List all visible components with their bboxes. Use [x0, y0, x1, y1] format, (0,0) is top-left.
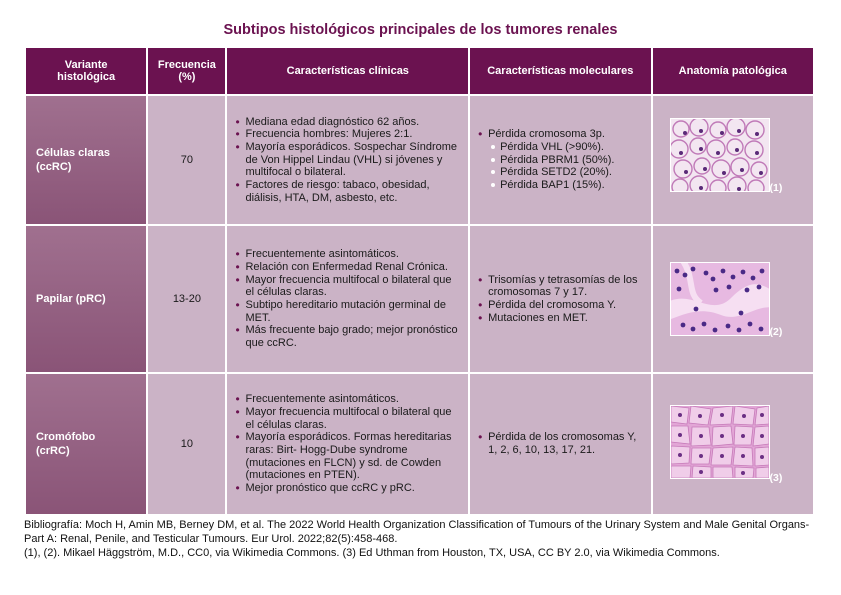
list-item: • Subtipo hereditario mutación germinal de MET. [245, 299, 462, 324]
list-item: • Mejor pronóstico que ccRC y pRC. [245, 482, 462, 495]
molecular-cell [470, 96, 650, 224]
tumor-subtypes-table [24, 46, 815, 516]
bibliography-citation: Bibliografía: Moch H, Amin MB, Berney DM, et al. The 2022 World Health Organization Classification of Tumours of the Urinary System and Male Genital Organs-Part A: Renal, Penile, and Testicular Tumours. Eur Urol. 2022;82(5):458-468. [24, 519, 810, 545]
molecular-cell [470, 374, 650, 514]
variant-cell [26, 374, 146, 514]
header-molecular: Características moleculares [470, 48, 650, 94]
clinical-cell [227, 374, 468, 514]
variant-cell [26, 96, 146, 224]
frequency-value: 70 [148, 96, 225, 224]
frequency-value: 10 [148, 374, 225, 514]
list-item: • Más frecuente bajo grado; mejor pronóstico que ccRC. [245, 324, 462, 349]
bibliography [24, 518, 824, 560]
pathology-cell [653, 226, 813, 372]
list-item: • Frecuencia hombres: Mujeres 2:1. [245, 128, 462, 141]
variant-abbrev: (ccRC) [36, 161, 72, 173]
list-item: • Mayoría esporádicos. Sospechar Síndrome de Von Hippel Lindau (VHL) si jóvenes y multifocal o bilateral. [245, 141, 462, 179]
list-item: • Frecuentemente asintomáticos. [245, 248, 462, 261]
list-item: • Pérdida del cromosoma Y. [488, 299, 644, 312]
list-item: • Mutaciones en MET. [488, 312, 644, 325]
variant-name: Cromófobo [36, 431, 96, 443]
chromophobe-histology-image [670, 405, 770, 479]
list-item: • Trisomías y tetrasomías de los cromosomas 7 y 17. [488, 274, 644, 299]
list-item: • Factores de riesgo: tabaco, obesidad, diálisis, HTA, DM, asbesto, etc. [245, 179, 462, 204]
list-item: • Mediana edad diagnóstico 62 años. [245, 116, 462, 129]
header-variant-line2: histológica [57, 71, 116, 83]
header-clinical: Características clínicas [227, 48, 468, 94]
image-reference: (3) [769, 472, 783, 484]
papillary-histology-image [670, 262, 770, 336]
table-row [26, 96, 813, 224]
variant-abbrev: (crRC) [36, 445, 70, 457]
header-frequency [148, 48, 225, 94]
molecular-cell [470, 226, 650, 372]
list-item-text: Pérdida cromosoma 3p. [488, 128, 605, 141]
sub-list-item: Pérdida PBRM1 (50%). [500, 154, 644, 167]
table-row [26, 226, 813, 372]
clinical-cell [227, 226, 468, 372]
header-variant [26, 48, 146, 94]
frequency-value: 13-20 [148, 226, 225, 372]
variant-name: Papilar (pRC) [36, 293, 106, 305]
header-frequency-line2: (%) [178, 71, 196, 83]
variant-name: Células claras [36, 147, 110, 159]
list-item: • Mayor frecuencia multifocal o bilateral que el células claras. [245, 274, 462, 299]
pathology-cell [653, 96, 813, 224]
header-frequency-line1: Frecuencia [157, 59, 216, 71]
sub-list-item: Pérdida SETD2 (20%). [500, 166, 644, 179]
list-item [488, 128, 644, 192]
list-item: • Mayoría esporádicos. Formas hereditarias raras: Birt- Hogg-Dube syndrome (mutaciones en FLCN) y sd. de Cowden (mutaciones en PTEN). [245, 431, 462, 482]
image-credits: (1), (2). Mikael Häggström, M.D., CC0, via Wikimedia Commons. (3) Ed Uthman from Houston, TX, USA, CC BY 2.0, via Wikimedia Commons. [24, 547, 720, 559]
header-variant-line1: Variante [64, 59, 108, 71]
header-pathology: Anatomía patológica [653, 48, 813, 94]
image-reference: (2) [769, 326, 783, 338]
list-item: • Pérdida de los cromosomas Y, 1, 2, 6, 10, 13, 17, 21. [488, 431, 644, 456]
variant-cell [26, 226, 146, 372]
list-item: • Relación con Enfermedad Renal Crónica. [245, 261, 462, 274]
header-row [26, 48, 813, 94]
page-title: Subtipos histológicos principales de los tumores renales [223, 22, 618, 38]
clinical-cell [227, 96, 468, 224]
sub-list-item: Pérdida BAP1 (15%). [500, 179, 644, 192]
clear-cell-histology-image [670, 118, 770, 192]
list-item: • Frecuentemente asintomáticos. [245, 393, 462, 406]
image-reference: (1) [769, 182, 783, 194]
pathology-cell [653, 374, 813, 514]
list-item: • Mayor frecuencia multifocal o bilateral que el células claras. [245, 406, 462, 431]
sub-list-item: Pérdida VHL (>90%). [500, 141, 644, 154]
table-row [26, 374, 813, 514]
